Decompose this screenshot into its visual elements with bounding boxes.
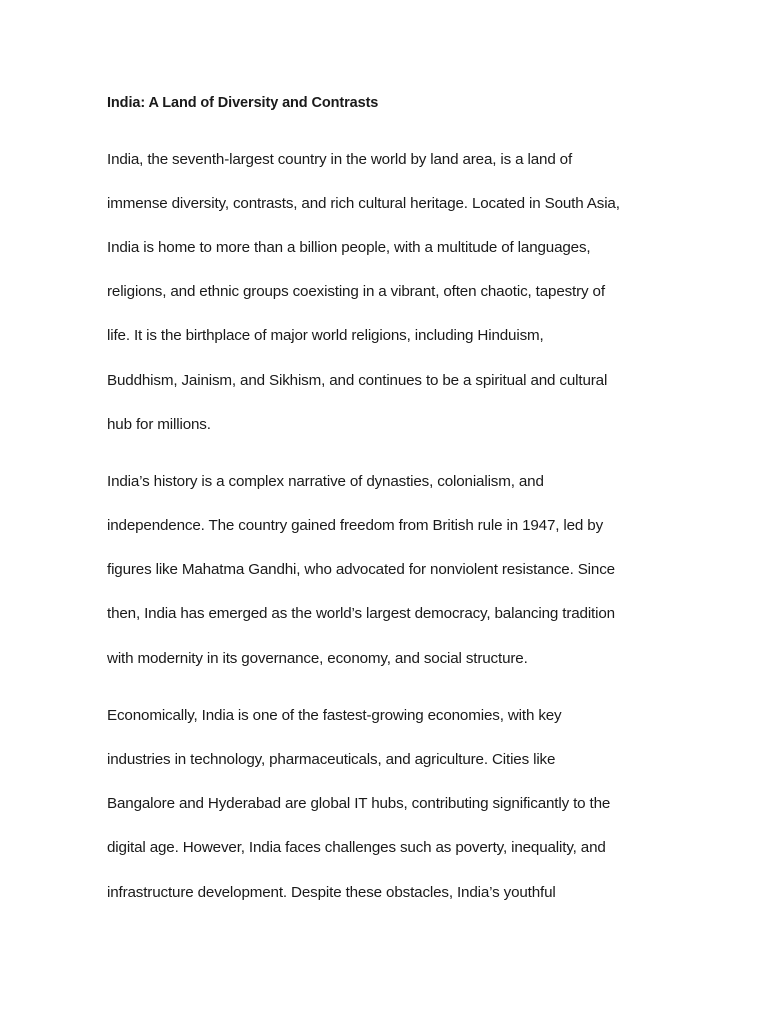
paragraph-line: Economically, India is one of the fastest-growing economies, with key (107, 707, 562, 724)
paragraph-line: industries in technology, pharmaceuticals, and agriculture. Cities like (107, 751, 556, 768)
paragraph-line: Buddhism, Jainism, and Sikhism, and continues to be a spiritual and cultural (107, 372, 608, 389)
paragraph-line: with modernity in its governance, economy, and social structure. (107, 650, 528, 667)
paragraph-line: India is home to more than a billion people, with a multitude of languages, (107, 239, 591, 256)
paragraph-line: then, India has emerged as the world’s largest democracy, balancing tradition (107, 605, 615, 622)
paragraph-line: independence. The country gained freedom from British rule in 1947, led by (107, 517, 604, 534)
paragraph-line: figures like Mahatma Gandhi, who advocated for nonviolent resistance. Since (107, 561, 615, 578)
paragraph-line: digital age. However, India faces challenges such as poverty, inequality, and (107, 839, 606, 856)
paragraph-line: Bangalore and Hyderabad are global IT hubs, contributing significantly to the (107, 795, 611, 812)
paragraph-line: religions, and ethnic groups coexisting in a vibrant, often chaotic, tapestry of (107, 283, 605, 300)
paragraph-line: hub for millions. (107, 416, 211, 433)
paragraph-line: India, the seventh-largest country in the world by land area, is a land of (107, 151, 573, 168)
paragraph-line: infrastructure development. Despite these obstacles, India’s youthful (107, 884, 556, 901)
paragraph-line: immense diversity, contrasts, and rich cultural heritage. Located in South Asia, (107, 195, 620, 212)
paragraph-line: India’s history is a complex narrative of dynasties, colonialism, and (107, 473, 544, 490)
paragraph-line: life. It is the birthplace of major world religions, including Hinduism, (107, 327, 544, 344)
document-title: India: A Land of Diversity and Contrasts (107, 95, 379, 111)
